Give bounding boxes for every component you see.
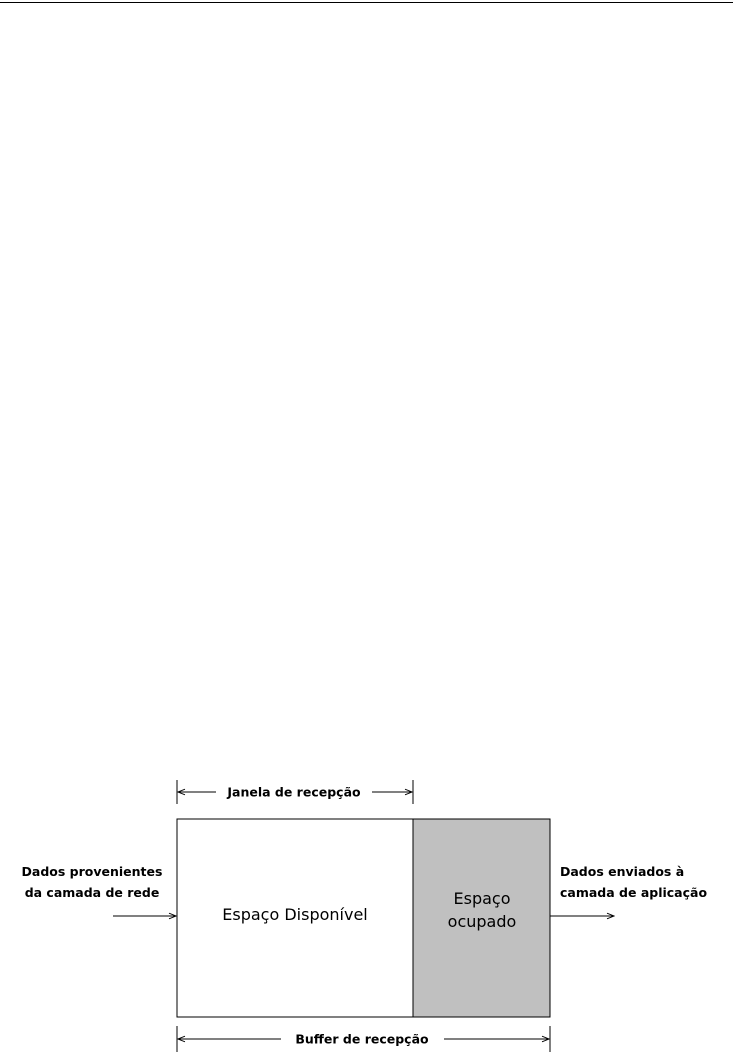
buffer-dimension	[177, 1026, 550, 1052]
window-label: Janela de recepção	[227, 784, 361, 800]
output-label-line1: Dados enviados à	[560, 864, 685, 879]
input-label-line2: da camada de rede	[24, 885, 160, 900]
available-space-label: Espaço Disponível	[222, 905, 368, 924]
occupied-space-label-line1: Espaço	[453, 889, 511, 908]
input-label-line1: Dados provenientes	[21, 864, 163, 879]
output-label-line2: camada de aplicação	[560, 885, 708, 900]
window-dimension	[177, 780, 413, 804]
buffer-label: Buffer de recepção	[295, 1031, 429, 1047]
occupied-space-label-line2: ocupado	[447, 912, 517, 931]
